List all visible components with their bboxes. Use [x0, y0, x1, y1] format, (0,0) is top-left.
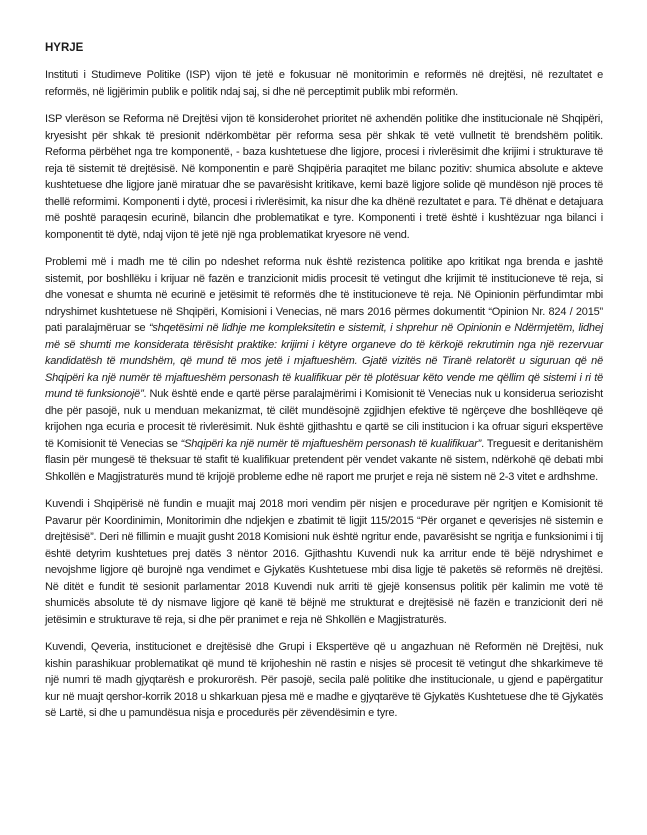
paragraph-p4	[45, 496, 603, 628]
text-run: . Treguesit e deritanishëm flasin për mungesë të theksuar të stafit të kualifikuar pretendent për vendet vakante në sistem, ndërkohë që debati mbi Shkollën e Magjistraturës mund të krijojë probleme edhe në raport me prurjet e reja në sistem në 2-3 vitet e ardhshme.	[45, 437, 603, 483]
text-run: Kuvendi, Qeveria, institucionet e drejtësisë dhe Grupi i Ekspertëve që u angazhuan në Reformën në Drejtësi, nuk kishin parashikuar problematikat që mund të krijoheshin në rastin e nisjes së procesit të vetingut dhe shkarkimeve të një numri të madh gjyqtarësh e prokurorësh. Për pasojë, secila palë politike dhe institucionale, u gjend e papërgatitur kur në muajt qershor-korrik 2018 u shkarkuan pjesa më e madhe e gjyqtarëve të Gjykatës Kushtetuese dhe të Gjykatës së Lartë, si dhe u pamundësua nisja e procedurës për zëvendësimin e tyre.	[45, 641, 603, 719]
paragraph-p3	[45, 254, 603, 485]
quote-run: “Shqipëri ka një numër të mjaftueshëm personash të kualifikuar”	[180, 437, 482, 450]
quote-run: “shqetësimi në lidhje me kompleksitetin e sistemit, i shprehur në Opinionin e Ndërmjetëm, lidhej më së shumti me konsiderata tërësisht praktike: krijimi i këtyre organeve do të kërkojë rekrutimin nga një rezervuar kandidatësh të mundshëm, që mund të mos jetë i mjaftueshëm. Gjatë vizitës në Tiranë relatorët u siguruan që në Shqipëri ka një numër të mjaftueshëm personash të kualifikuar për të plotësuar këto vende me qëllim që sistemi i ri të mund të funksionojë”	[45, 322, 603, 400]
document-body	[45, 67, 603, 722]
page-title: HYRJE	[45, 42, 84, 54]
paragraph-p1	[45, 67, 603, 100]
paragraph-p5	[45, 639, 603, 722]
text-run: ISP vlerëson se Reforma në Drejtësi vijon të konsiderohet prioritet në axhendën politike dhe institucionale në Shqipëri, kryesisht për shkak të presionit ndërkombëtar për reforma sesa për shkak të vetë vullnetit të brendshëm politik. Reforma përbëhet nga tre komponentë, - baza kushtetuese dhe ligjore, procesi i rivlerësimit dhe krijimi i strukturave të reja të sistemit të drejtësisë. Në komponentin e parë Shqipëria paraqitet me bilanc pozitiv: shumica absolute e akteve kushtetuese dhe ligjore janë miratuar dhe se pavarësisht kritikave, kemi bazë ligjore solide që mundëson një proces të thellë reformimi. Komponenti i dytë, procesi i rivlerësimit, ka nisur dhe ka dhënë rezultatet e para. Të dhënat e detajuara më poshtë paraqesin ecurinë, bilancin dhe problematikat e tyre. Komponenti i tretë është i kushtëzuar nga bilanci i komponentit të dytë, ndaj vijon të jetë një nga problematikat kryesore në vend.	[45, 113, 603, 241]
text-run: . Nuk është ende e qartë përse paralajmërimi i Komisionit të Venecias nuk u konsiderua seriozisht dhe për pasojë, nuk u menduan mekanizmat, të cilët mundësojnë zgjidhjen efektive të ngërçeve dhe boshllëqeve që krijohen nga ecuria e procesit të rivlerësimit. Nuk është gjithashtu e qartë se cili institucion i ka ofruar siguri ekspertëve të Komisionit të Venecias se	[45, 388, 603, 450]
text-run: Kuvendi i Shqipërisë në fundin e muajit maj 2018 mori vendim për nisjen e procedurave për ngritjen e Komisionit të Pavarur për Koordinimin, Monitorimin dhe ndjekjen e zbatimit të ligjit 115/2015 “Për organet e qeverisjes në sistemin e drejtësisë”. Deri në fillimin e muajit gusht 2018 Komisioni nuk është ngritur ende, pavarësisht se ngritja e funksionimi i tij është detyrim kushtetues prej datës 3 nëntor 2016. Gjithashtu Kuvendi nuk ka arritur ende të bëjë ndryshimet e nevojshme ligjore që burojnë nga vendimet e Gjykatës Kushtetuese mbi disa ligje të paketës së reformës në drejtësi. Në ditët e fundit të sesionit parlamentar 2018 Kuvendi nuk arriti të gjejë konsensus politik për kalimin me votë të shumicës absolute të dy nismave ligjore që kanë të bëjnë me strukturat e drejtësisë në fazën e tranzicionit deri në jetësimin e strukturave të reja, si dhe për pranimet e reja në Shkollën e Magjistraturës.	[45, 498, 603, 626]
paragraph-p2	[45, 111, 603, 243]
text-run: Instituti i Studimeve Politike (ISP) vijon të jetë e fokusuar në monitorimin e reformës në drejtësi, në rezultatet e reformës, në ligjërimin publik e politik ndaj saj, si dhe në perceptimit publik mbi reformën.	[45, 69, 603, 98]
text-run: Problemi më i madh me të cilin po ndeshet reforma nuk është rezistenca politike apo kritikat nga brenda e jashtë sistemit, por boshllëku i krijuar në fazën e tranzicionit midis procesit të vetingut dhe krijimit të institucioneve të reja, si dhe vonesat e shumta në ecurinë e jetësimit të reformës dhe të institucioneve të reja. Në Opinionin përfundimtar mbi ndryshimet kushtetuese në Shqipëri, Komisioni i Venecias, në mars 2016 përmes dokumentit “Opinion Nr. 824 / 2015” pati paralajmëruar se	[45, 256, 603, 334]
